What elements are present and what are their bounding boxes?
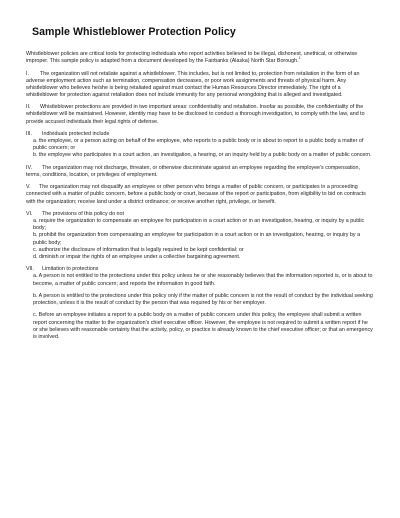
section-4-number: IV. [26,164,33,171]
section-1 [26,71,374,100]
section-6-heading [26,211,374,218]
intro-text: Whistleblower policies are critical tools for protecting individuals who report activities believed to be illegal, dishonest, unethical, or otherwise improper. This sample policy is adapted from a document developed by the Fairbanks (Alaska) North Star Borough. [26,51,358,65]
section-5-text: The organization may not disqualify an employee or other person who brings a matter of public concern, or participates in a proceeding connected with a matter of public concern, before a public body or court, because of the report or participation, from eligibility to bid on contracts with the organization; receive land under a district ordinance; or receive another right, privilege, or benefit. [26,184,366,205]
section-1-text: The organization will not retaliate against a whistleblower. This includes, but is not limited to, protection from retaliation in the form of an adverse employment action such as termination, compensation decreases, or poor work assignments and threats of physical harm. Any whistleblower who believes he/she is being retaliated against must contact the Human Resources Director immediately. The right of a whistleblower for protection against retaliation does not include immunity for any personal wrongdoing that is alleged and investigated. [26,70,360,98]
section-1-number: I. [26,70,29,77]
footnote-marker: 1 [298,56,301,61]
section-7-number: VII. [26,266,35,273]
section-3-heading-text: Individuals protected include [42,130,110,137]
section-5 [26,184,374,205]
section-3-number: III. [26,130,32,137]
section-4-text: The organization may not discharge, threaten, or otherwise discriminate against an employee regarding the employee's compensation, terms, conditions, location, or privileges of employment. [26,164,360,178]
section-2-number: II. [26,104,31,111]
page-title: Sample Whistleblower Protection Policy [32,26,236,38]
section-7-item-a: a. A person is not entitled to the protections under this policy unless he or she reasonably believes that the information reported is, or is about to become, a matter of public concern; and reports the information in good faith. [33,273,373,287]
section-7-item-c: c. Before an employee initiates a report to a public body on a matter of public concern under this policy, the employee shall submit a written report concerning the matter to the organization's chief executive officer. However, the employee is not required to submit a written report if he or she believes with reasonable certainty that the activity, policy, or practice is already known to the chief executive officer; or that an emergency is involved. [33,312,373,340]
section-2 [26,104,374,125]
section-5-number: V. [26,184,31,191]
section-2-text: Whistleblower protections are provided in two important areas: confidentiality and retaliation. Insofar as possible, the confidentiality of the whistleblower will be maintained. However, identity may have to be disclosed to conduct a thorough investigation, to comply with the law, and to provide accused individuals their legal rights of defense. [26,104,365,125]
section-7-heading-text: Limitation to protections [42,266,99,273]
section-6-item-c: c. authorize the disclosure of information that is legally required to be kept confidential; or [33,246,244,253]
section-3-heading [26,131,374,138]
section-7-item-b: b. A person is entitled to the protections under this policy only if the matter of public concern is not the result of conduct by the individual seeking protection, unless it is the result of conduct by the person that was required by his or her employer. [33,292,373,307]
section-4 [26,165,374,179]
section-6-number: VI. [26,210,33,217]
section-3-item-b: b. the employee who participates in a court action, an investigation, a hearing, or an inquiry held by a public body on a matter of public concern. [33,152,372,159]
section-7-heading [26,266,374,273]
section-6-heading-text: The provisions of this policy do not [42,210,124,217]
section-6-item-b: b. prohibit the organization from compensating an employee for participation in a court action or in an investigation, hearing, or inquiry by a public body; [33,232,361,246]
intro-paragraph [26,51,374,65]
section-3-item-a: a. the employee, or a person acting on behalf of the employee, who reports to a public body or is about to report to a public body a matter of public concern; or [33,138,364,152]
section-6-item-d: d. diminish or impair the rights of an employee under a collective bargaining agreement. [33,253,241,260]
section-6-item-a: a. require the organization to compensate an employee for participation in a court action or in an investigation, hearing, or inquiry by a public body; [33,218,365,232]
